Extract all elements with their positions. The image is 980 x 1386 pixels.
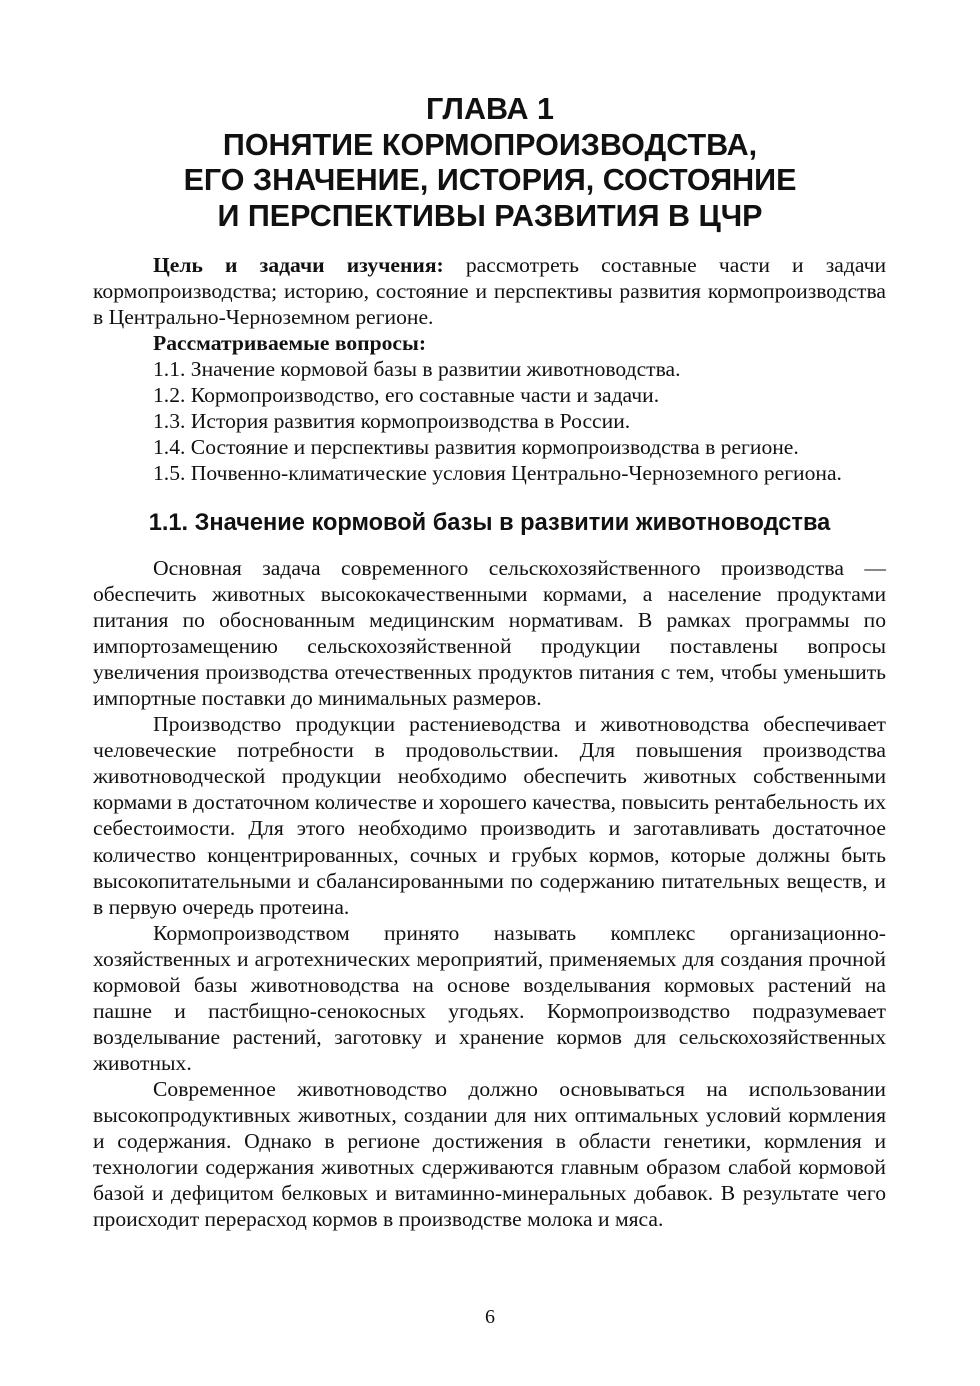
section-title: 1.1. Значение кормовой базы в развитии животноводства xyxy=(148,510,831,536)
study-goals-paragraph xyxy=(93,252,886,330)
chapter-title-line-3: И ПЕРСПЕКТИВЫ РАЗВИТИЯ В ЦЧР xyxy=(217,198,763,233)
body-paragraph: Кормопроизводством принято называть комплекс организационно-хозяйственных и агротехнических мероприятий, применяемых для создания прочной кормовой базы животноводства на основе возделывания кормовых растений на пашне и пастбищно-сенокосных угодьях. Кормопроизводство подразумевает возделывание растений, заготовку и хранение кормов для сельскохозяйственных животных. xyxy=(93,920,886,1075)
body-paragraph: Основная задача современного сельскохозяйственного производства — обеспечить животных высококачественными кормами, а население продуктами питания по обоснованным медицинским нормативам. В рамках программы по импортозамещению сельскохозяйственной продукции поставлены вопросы увеличения производства отечественных продуктов питания с тем, чтобы уменьшить импортные поставки до минимальных размеров. xyxy=(93,556,886,711)
question-item: 1.5. Почвенно-климатические условия Центрально-Черноземного региона. xyxy=(153,461,842,485)
question-item: 1.1. Значение кормовой базы в развитии животноводства. xyxy=(153,357,681,381)
chapter-title-line-1: ПОНЯТИЕ КОРМОПРОИЗВОДСТВА, xyxy=(222,127,758,162)
chapter-number: ГЛАВА 1 xyxy=(426,92,554,126)
question-item: 1.3. История развития кормопроизводства в России. xyxy=(153,409,631,433)
study-goals-label: Цель и задачи изучения: xyxy=(153,253,444,277)
chapter-title xyxy=(60,92,920,234)
body-paragraph: Производство продукции растениеводства и животноводства обеспечивает человеческие потребности в продовольствии. Для повышения производства животноводческой продукции необходимо обеспечить животных собственными кормами в достаточном количестве и хорошего качества, повысить рентабельность их себестоимости. Для этого необходимо производить и заготавливать достаточное количество концентрированных, сочных и грубых кормов, которые должны быть высокопитательными и сбалансированными по содержанию питательных веществ, и в первую очередь протеина. xyxy=(93,712,886,919)
question-item: 1.4. Состояние и перспективы развития кормопроизводства в регионе. xyxy=(153,435,799,459)
body-paragraph: Современное животноводство должно основываться на использовании высокопродуктивных животных, создании для них оптимальных условий кормления и содержания. Однако в регионе достижения в области генетики, кормления и технологии содержания животных сдерживаются главным образом слабой кормовой базой и дефицитом белковых и витаминно-минеральных добавок. В результате чего происходит перерасход кормов в производстве молока и мяса. xyxy=(93,1076,886,1232)
section-body xyxy=(93,555,886,1232)
page-number: 6 xyxy=(485,1306,495,1328)
question-item: 1.2. Кормопроизводство, его составные части и задачи. xyxy=(153,383,660,407)
study-goals-text: рассмотреть составные части и задачи кормопроизводства; историю, состояние и перспективы развития кормопроизводства в Центрально-Черноземном регионе. xyxy=(93,253,886,329)
study-goals-block xyxy=(93,252,886,486)
chapter-title-line-2: ЕГО ЗНАЧЕНИЕ, ИСТОРИЯ, СОСТОЯНИЕ xyxy=(183,163,797,197)
questions-heading: Рассматриваемые вопросы: xyxy=(153,331,427,355)
